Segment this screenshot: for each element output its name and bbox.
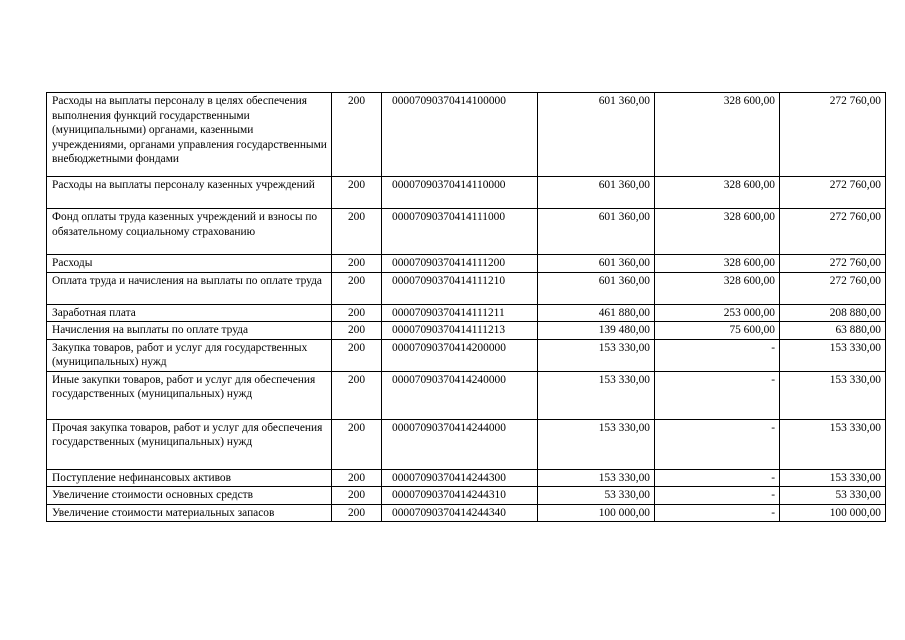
line-code-cell: 200	[332, 504, 382, 522]
row-name-cell: Увеличение стоимости основных средств	[47, 487, 332, 505]
table-body	[47, 93, 886, 522]
line-code-cell: 200	[332, 419, 382, 469]
executed-amount-cell: -	[655, 419, 780, 469]
table-row	[47, 255, 886, 273]
executed-amount-cell: 253 000,00	[655, 304, 780, 322]
table-row	[47, 469, 886, 487]
line-code-cell: 200	[332, 177, 382, 209]
approved-amount-cell: 601 360,00	[538, 177, 655, 209]
unexecuted-amount-cell: 153 330,00	[780, 371, 886, 419]
classification-code-cell: 00007090370414111200	[382, 255, 538, 273]
table-row	[47, 504, 886, 522]
line-code-cell: 200	[332, 469, 382, 487]
executed-amount-cell: -	[655, 339, 780, 371]
line-code-cell: 200	[332, 339, 382, 371]
approved-amount-cell: 53 330,00	[538, 487, 655, 505]
row-name-cell: Расходы	[47, 255, 332, 273]
executed-amount-cell: 75 600,00	[655, 322, 780, 340]
table-row	[47, 177, 886, 209]
approved-amount-cell: 100 000,00	[538, 504, 655, 522]
line-code-cell: 200	[332, 322, 382, 340]
row-name-cell: Начисления на выплаты по оплате труда	[47, 322, 332, 340]
executed-amount-cell: 328 600,00	[655, 93, 780, 177]
approved-amount-cell: 601 360,00	[538, 272, 655, 304]
approved-amount-cell: 461 880,00	[538, 304, 655, 322]
unexecuted-amount-cell: 272 760,00	[780, 209, 886, 255]
unexecuted-amount-cell: 272 760,00	[780, 93, 886, 177]
approved-amount-cell: 139 480,00	[538, 322, 655, 340]
table-row	[47, 339, 886, 371]
classification-code-cell: 00007090370414111210	[382, 272, 538, 304]
table-row	[47, 419, 886, 469]
executed-amount-cell: -	[655, 504, 780, 522]
approved-amount-cell: 153 330,00	[538, 469, 655, 487]
classification-code-cell: 00007090370414240000	[382, 371, 538, 419]
executed-amount-cell: 328 600,00	[655, 272, 780, 304]
unexecuted-amount-cell: 272 760,00	[780, 255, 886, 273]
line-code-cell: 200	[332, 93, 382, 177]
row-name-cell: Оплата труда и начисления на выплаты по оплате труда	[47, 272, 332, 304]
executed-amount-cell: 328 600,00	[655, 209, 780, 255]
unexecuted-amount-cell: 153 330,00	[780, 469, 886, 487]
table-row	[47, 209, 886, 255]
unexecuted-amount-cell: 53 330,00	[780, 487, 886, 505]
row-name-cell: Расходы на выплаты персоналу казенных учреждений	[47, 177, 332, 209]
unexecuted-amount-cell: 208 880,00	[780, 304, 886, 322]
classification-code-cell: 00007090370414244300	[382, 469, 538, 487]
approved-amount-cell: 153 330,00	[538, 371, 655, 419]
line-code-cell: 200	[332, 304, 382, 322]
row-name-cell: Иные закупки товаров, работ и услуг для обеспечения государственных (муниципальных) нужд	[47, 371, 332, 419]
approved-amount-cell: 153 330,00	[538, 339, 655, 371]
unexecuted-amount-cell: 63 880,00	[780, 322, 886, 340]
table-row	[47, 371, 886, 419]
classification-code-cell: 00007090370414111213	[382, 322, 538, 340]
unexecuted-amount-cell: 153 330,00	[780, 419, 886, 469]
executed-amount-cell: 328 600,00	[655, 177, 780, 209]
row-name-cell: Поступление нефинансовых активов	[47, 469, 332, 487]
line-code-cell: 200	[332, 487, 382, 505]
executed-amount-cell: 328 600,00	[655, 255, 780, 273]
approved-amount-cell: 601 360,00	[538, 93, 655, 177]
table-row	[47, 93, 886, 177]
executed-amount-cell: -	[655, 487, 780, 505]
row-name-cell: Расходы на выплаты персоналу в целях обеспечения выполнения функций государственными (муниципальными) органами, казенными учреждениями, органами управления государственными внебюджетными фондами	[47, 93, 332, 177]
line-code-cell: 200	[332, 272, 382, 304]
executed-amount-cell: -	[655, 469, 780, 487]
unexecuted-amount-cell: 272 760,00	[780, 177, 886, 209]
classification-code-cell: 00007090370414244310	[382, 487, 538, 505]
classification-code-cell: 00007090370414244340	[382, 504, 538, 522]
row-name-cell: Закупка товаров, работ и услуг для государственных (муниципальных) нужд	[47, 339, 332, 371]
line-code-cell: 200	[332, 209, 382, 255]
classification-code-cell: 00007090370414111211	[382, 304, 538, 322]
classification-code-cell: 00007090370414100000	[382, 93, 538, 177]
line-code-cell: 200	[332, 255, 382, 273]
approved-amount-cell: 153 330,00	[538, 419, 655, 469]
classification-code-cell: 00007090370414111000	[382, 209, 538, 255]
classification-code-cell: 00007090370414110000	[382, 177, 538, 209]
table-row	[47, 487, 886, 505]
approved-amount-cell: 601 360,00	[538, 209, 655, 255]
classification-code-cell: 00007090370414244000	[382, 419, 538, 469]
unexecuted-amount-cell: 153 330,00	[780, 339, 886, 371]
executed-amount-cell: -	[655, 371, 780, 419]
unexecuted-amount-cell: 272 760,00	[780, 272, 886, 304]
row-name-cell: Фонд оплаты труда казенных учреждений и взносы по обязательному социальному страхованию	[47, 209, 332, 255]
unexecuted-amount-cell: 100 000,00	[780, 504, 886, 522]
table-row	[47, 272, 886, 304]
approved-amount-cell: 601 360,00	[538, 255, 655, 273]
row-name-cell: Прочая закупка товаров, работ и услуг для обеспечения государственных (муниципальных) нужд	[47, 419, 332, 469]
row-name-cell: Заработная плата	[47, 304, 332, 322]
table-row	[47, 322, 886, 340]
budget-execution-table	[46, 92, 886, 522]
classification-code-cell: 00007090370414200000	[382, 339, 538, 371]
line-code-cell: 200	[332, 371, 382, 419]
table-row	[47, 304, 886, 322]
row-name-cell: Увеличение стоимости материальных запасов	[47, 504, 332, 522]
